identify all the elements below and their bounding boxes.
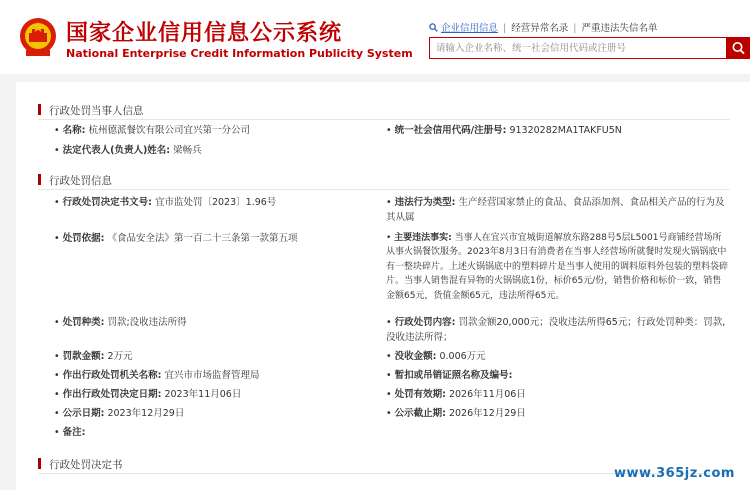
search-button[interactable] — [727, 37, 750, 59]
section-decision-title: 行政处罚决定书 — [38, 457, 123, 472]
nav-blacklist[interactable]: 严重违法失信名单 — [581, 23, 658, 34]
section-marker — [38, 104, 41, 115]
penalty-main-facts: • 主要违法事实: 当事人在宜兴市宜城街道解放东路288号5层L5001号商铺经营场所从事火锅餐饮服务。2023年8月3日有消费者在当事人经营场所就餐时发现火锅锅底中有一整块碎片。上述火锅锅底中的塑料碎片是当事人使用的调料原料外包装的塑料袋碎片。当事人销售混有异物的火锅锅底1份，标价65元/份，销售价格和标价一致，销售金额65元，货值金额65元，违法所得65元。 — [386, 233, 729, 301]
nav-credit-info[interactable]: 企业信用信息 — [441, 23, 499, 34]
national-emblem-icon — [18, 16, 58, 58]
site-header — [0, 0, 750, 74]
penalty-valid-until: • 处罚有效期: 2026年11月06日 — [386, 389, 526, 400]
watermark: www.365jz.com — [614, 466, 735, 481]
site-title: 国家企业信用信息公示系统 — [66, 21, 343, 46]
divider — [38, 119, 730, 120]
search-input[interactable] — [430, 38, 732, 58]
nav-separator: | — [573, 23, 577, 34]
divider — [38, 189, 730, 190]
party-name: • 名称: 杭州德派餐饮有限公司宜兴第一分公司 — [54, 125, 250, 136]
penalty-violation-type: • 违法行为类型: 生产经营国家禁止的食品、食品添加剂、食品相关产品的行为及其从属 — [386, 197, 725, 223]
penalty-confiscation: • 没收金额: 0.006万元 — [386, 351, 486, 362]
penalty-authority: • 作出行政处罚机关名称: 宜兴市市场监督管理局 — [54, 370, 260, 381]
site-subtitle: National Enterprise Credit Information Publicity System — [66, 47, 413, 60]
penalty-category: • 处罚种类: 罚款;没收违法所得 — [54, 317, 187, 328]
section-party-title: 行政处罚当事人信息 — [38, 103, 144, 118]
penalty-remarks: • 备注: — [54, 427, 86, 438]
penalty-doc-no: • 行政处罚决定书文号: 宜市监处罚〔2023〕1.96号 — [54, 197, 277, 208]
penalty-publish-end: • 公示截止期: 2026年12月29日 — [386, 408, 526, 419]
penalty-publish-date: • 公示日期: 2023年12月29日 — [54, 408, 185, 419]
nav-separator: | — [503, 23, 507, 34]
party-credit-code: • 统一社会信用代码/注册号: 91320282MA1TAKFU5N — [386, 125, 622, 136]
detail-panel — [16, 82, 750, 490]
search-icon — [429, 23, 438, 32]
party-legal-rep: • 法定代表人(负责人)姓名: 梁畅兵 — [54, 145, 202, 156]
search-box — [429, 37, 727, 59]
section-penalty-title: 行政处罚信息 — [38, 173, 112, 188]
section-marker — [38, 174, 41, 185]
penalty-license: • 暂扣或吊销证照名称及编号: — [386, 370, 513, 381]
penalty-fine: • 罚款金额: 2万元 — [54, 351, 133, 362]
penalty-content: • 行政处罚内容: 罚款金额20,000元；没收违法所得65元；行政处罚种类：罚款,没收违法所得； — [386, 317, 726, 343]
top-nav — [429, 20, 657, 34]
nav-abnormal-list[interactable]: 经营异常名录 — [511, 23, 569, 34]
section-marker — [38, 458, 41, 469]
search-icon — [727, 37, 750, 59]
penalty-decision-date: • 作出行政处罚决定日期: 2023年11月06日 — [54, 389, 242, 400]
penalty-basis: • 处罚依据: 《食品安全法》第一百二十三条第一款第五项 — [54, 233, 298, 244]
